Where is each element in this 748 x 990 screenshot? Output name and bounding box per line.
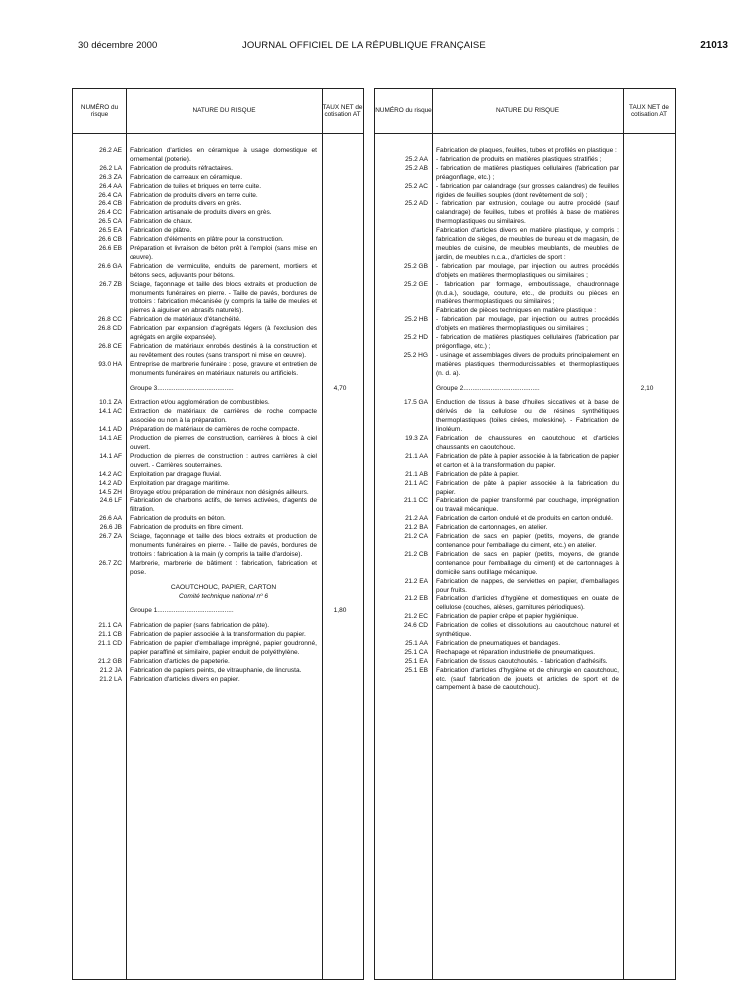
risk-code: 25.2 AD	[404, 200, 428, 208]
risk-code: 21.2 GB	[97, 657, 122, 665]
rate-value	[320, 281, 360, 317]
table-row	[73, 667, 363, 676]
risk-description: Sciage, façonnage et taille des blocs extraits et production de monuments funéraires en pierre. - Taille de pavés, bordures de trottoirs : fabrication mécanisée (y compris la taille de meules et pierres à aiguiser en abrasifs naturels).	[130, 280, 317, 315]
table-row	[73, 361, 363, 379]
table-row	[375, 595, 675, 613]
risk-description: - fabrication par extrusion, coulage ou autre procédé (sauf calandrage) de feuilles, tubes et profilés à base de matières thermoplastiques ou similaires.	[436, 200, 619, 226]
rate-value	[320, 165, 360, 174]
risk-code: 21.2 EC	[404, 613, 428, 621]
risk-code: 21.2 EB	[404, 595, 428, 603]
table-row	[375, 281, 675, 308]
risk-description: Fabrication d'articles d'hygiène et domestiques en ouate de cellulose (couches, alèses, garnitures périodiques).	[436, 595, 619, 612]
rate-value	[622, 658, 672, 667]
risk-description: Fabrication de carreaux en céramique.	[130, 173, 243, 181]
table-row	[73, 480, 363, 489]
table-row	[375, 227, 675, 263]
rate-value	[622, 613, 672, 622]
risk-code: 21.2 BA	[404, 524, 428, 532]
rate-value	[320, 236, 360, 245]
table-row	[375, 147, 675, 156]
risk-code: 21.1 CA	[98, 622, 122, 630]
risk-description: - fabrication par moulage, par injection ou autres procédés d'objets en matières thermoplastiques ou similaires ;	[436, 262, 619, 279]
rate-value	[320, 593, 360, 602]
risk-code	[375, 307, 432, 316]
risk-code: 21.2 CB	[404, 550, 428, 558]
risk-description: Groupe 3..........................................	[130, 384, 234, 392]
rate-value	[320, 584, 360, 593]
risk-description: Entreprise de marbrerie funéraire : pose, gravure et entretien de monuments funéraires en matériaux naturels ou artificiels.	[130, 360, 317, 377]
rate-value	[622, 622, 672, 640]
risk-description: Fabrication de carton ondulé et de produits en carton ondulé.	[436, 515, 613, 523]
table-row	[73, 497, 363, 515]
risk-code: 26.6 EB	[98, 244, 122, 252]
risk-description: Fabrication de pâte à papier associée à la fabrication du papier.	[436, 479, 619, 496]
table-row	[73, 218, 363, 227]
rate-value	[320, 192, 360, 201]
risk-description: Fabrication artisanale de produits divers en grès.	[130, 209, 272, 217]
risk-description: - fabrication par calandrage (sur grosses calandres) de feuilles rigides de feuilles souples (dont revêtement de sol) ;	[436, 182, 619, 199]
table-row	[73, 209, 363, 218]
risk-description: Fabrication de chaussures en caoutchouc et d'articles chaussants en caoutchouc.	[436, 435, 619, 451]
journal-title: JOURNAL OFFICIEL DE LA RÉPUBLIQUE FRANÇAISE	[242, 40, 486, 51]
risk-code	[375, 147, 432, 156]
rate-value	[622, 281, 672, 308]
risk-description: Fabrication par expansion d'agrégats légers (à l'exclusion des agrégats en argile expansée).	[130, 325, 317, 342]
table-row	[375, 497, 675, 515]
rate-value	[320, 399, 360, 408]
col-header-code: NUMÉRO du risque	[80, 103, 119, 118]
rate-value	[320, 658, 360, 667]
risk-code: 26.6 CB	[98, 236, 122, 244]
rate-value	[622, 200, 672, 227]
risk-code	[73, 593, 126, 602]
table-row	[73, 607, 363, 616]
risk-code: 21.1 AA	[405, 452, 428, 460]
table-row	[375, 515, 675, 524]
risk-code: 26.5 CA	[98, 218, 122, 226]
rate-value	[320, 435, 360, 453]
rate-value	[320, 471, 360, 480]
table-row	[375, 200, 675, 227]
risk-code: 21.1 CB	[98, 631, 122, 639]
rate-value	[320, 622, 360, 631]
risk-code: 21.2 EA	[404, 577, 428, 585]
table-row	[73, 343, 363, 361]
risk-description: Fabrication d'articles de papeterie.	[130, 657, 230, 665]
rate-value	[622, 515, 672, 524]
rate-value	[320, 408, 360, 426]
rate-value	[320, 325, 360, 343]
risk-code: 93.0 HA	[98, 360, 122, 368]
rate-value	[320, 316, 360, 325]
risk-description: Préparation de matériaux de carrières de roche compacte.	[130, 426, 300, 434]
risk-description: Fabrication de produits divers en grès.	[130, 200, 242, 208]
risk-description: Fabrication de papier transformé par couchage, imprégnation ou travail mécanique.	[436, 497, 619, 514]
rate-value: 4,70	[333, 384, 347, 392]
risk-code: 25.1 CA	[404, 648, 428, 656]
risk-description: Fabrication de plaques, feuilles, tubes et profilés en plastique :	[436, 147, 617, 154]
table-row	[375, 334, 675, 352]
risk-code: 25.2 AA	[405, 155, 428, 163]
risk-code: 25.1 AA	[405, 639, 428, 647]
rate-value	[622, 640, 672, 649]
risk-description: Fabrication de papier associée à la transformation du papier.	[130, 631, 306, 639]
risk-description: Fabrication de sacs en papier (petits, moyens, de grande contenance pour l'emballage du ciment) et de cartonnages à domicile sans outillage mécanique.	[436, 550, 619, 576]
table-row	[73, 281, 363, 317]
table-row	[73, 399, 363, 408]
risk-description: Fabrication d'articles divers en papier.	[130, 675, 240, 683]
rate-value	[622, 147, 672, 156]
risk-description: Fabrication de nappes, de serviettes en papier, d'emballages pour fruits.	[436, 577, 619, 594]
risk-code: 21.1 CD	[97, 640, 122, 648]
risk-code	[73, 607, 126, 616]
table-row	[73, 676, 363, 685]
risk-code: 25.2 GE	[403, 280, 428, 288]
rate-value	[622, 453, 672, 471]
rate-value	[320, 676, 360, 685]
rate-value	[320, 480, 360, 489]
risk-description: Fabrication d'éléments en plâtre pour la construction.	[130, 236, 284, 244]
risk-code: 26.4 CB	[98, 200, 122, 208]
risk-code: 14.5 ZH	[98, 488, 122, 496]
risk-code: 25.1 EB	[404, 666, 428, 674]
risk-description: Fabrication de tuiles et briques en terre cuite.	[130, 182, 262, 190]
table-row	[375, 649, 675, 658]
risk-description: Fabrication de cartonnages, en atelier.	[436, 524, 548, 532]
rate-value	[622, 399, 672, 435]
risk-description: Fabrication d'articles d'hygiène et de chirurgie en caoutchouc, etc. (sauf fabrication de jouets et articles de sport et de campement à base de caoutchouc).	[436, 666, 619, 692]
risk-code: 21.1 AC	[404, 479, 428, 487]
table-row	[375, 658, 675, 667]
rate-value	[320, 218, 360, 227]
risk-description: Extraction de matériaux de carrières de roche compacte associée ou non à la préparation.	[130, 408, 317, 425]
col-header-rate: TAUX NET de cotisation AT	[629, 103, 669, 118]
rate-value	[320, 640, 360, 658]
table-row	[73, 658, 363, 667]
rate-value	[320, 515, 360, 524]
table-row	[73, 515, 363, 524]
risk-code	[375, 227, 432, 263]
table-row	[73, 236, 363, 245]
risk-code: 21.2 AA	[405, 515, 428, 523]
table-row	[73, 622, 363, 631]
page-number: 21013	[700, 40, 728, 51]
risk-description: Fabrication de matériaux enrobés destinés à la construction et au revêtement des routes (sans transport ni mise en œuvre).	[130, 342, 317, 359]
rate-value	[622, 471, 672, 480]
rate-value	[622, 649, 672, 658]
table-row	[375, 667, 675, 694]
rate-value	[320, 174, 360, 183]
risk-code	[375, 385, 432, 394]
table-row	[73, 560, 363, 578]
risk-code: 25.2 HG	[403, 351, 428, 359]
rate-value	[622, 497, 672, 515]
risk-code: 26.7 ZB	[99, 280, 122, 288]
risk-description: Enduction de tissus à base d'huiles siccatives et à base de dérivés de la cellulose ou de résines synthétiques thermoplastiques (toiles cirées, moleskine). - Fabrication de linoléum.	[436, 399, 619, 434]
risk-description: - fabrication de matières plastiques cellulaires (fabrication par préagonflage, etc.) ;	[436, 164, 619, 181]
right-risk-table	[374, 88, 676, 980]
rate-value	[320, 560, 360, 578]
risk-code: 14.1 AF	[99, 452, 122, 460]
table-row	[375, 471, 675, 480]
table-row	[73, 200, 363, 209]
rate-value	[320, 263, 360, 281]
table-row	[73, 325, 363, 343]
table-row	[73, 524, 363, 533]
risk-code: 25.2 HD	[403, 334, 428, 342]
rate-value	[622, 551, 672, 578]
rate-value	[320, 200, 360, 209]
rate-value	[622, 533, 672, 551]
left-table-body	[73, 147, 363, 685]
risk-code: 24.6 LF	[99, 497, 122, 505]
risk-description: Production de pierres de construction : autres carrières à ciel ouvert. - Carrières souterraines.	[130, 452, 317, 469]
rate-value: 2,10	[640, 384, 654, 392]
left-risk-table	[72, 88, 364, 980]
table-row	[375, 165, 675, 183]
risk-code: 17.5 GA	[403, 399, 428, 407]
table-row	[375, 263, 675, 281]
rate-value	[622, 183, 672, 201]
risk-code: 26.2 AE	[99, 147, 122, 154]
risk-code: 14.1 AC	[98, 408, 122, 416]
risk-description: Fabrication de pâte à papier associée à la fabrication de papier et carton et à la transformation du papier.	[436, 452, 619, 469]
risk-code: 26.7 ZC	[98, 559, 122, 567]
risk-code	[73, 385, 126, 394]
rate-value	[320, 361, 360, 379]
table-row	[375, 183, 675, 201]
rate-value	[320, 227, 360, 236]
table-row	[375, 533, 675, 551]
risk-code: 21.1 CC	[403, 497, 428, 505]
risk-description: Fabrication de chaux.	[130, 218, 193, 226]
risk-code: 21.1 AB	[405, 470, 428, 478]
header-rule	[73, 133, 363, 134]
table-row	[375, 480, 675, 498]
table-row	[73, 631, 363, 640]
col-header-code: NUMÉRO du risque	[375, 107, 432, 115]
rate-value	[622, 524, 672, 533]
risk-code: 25.2 AB	[405, 164, 428, 172]
header-date: 30 décembre 2000	[78, 40, 158, 51]
table-row	[73, 263, 363, 281]
table-row	[73, 593, 363, 602]
table-row	[375, 622, 675, 640]
risk-code: 26.4 CC	[97, 209, 122, 217]
table-row	[73, 316, 363, 325]
table-row	[73, 584, 363, 593]
table-row	[73, 385, 363, 394]
rate-value	[622, 165, 672, 183]
table-row	[73, 435, 363, 453]
table-row	[375, 399, 675, 435]
risk-code: 26.8 CE	[98, 342, 122, 350]
table-row	[73, 183, 363, 192]
risk-code: 24.6 CD	[403, 622, 428, 630]
table-row	[375, 524, 675, 533]
rate-value	[320, 245, 360, 263]
risk-code: 14.2 AC	[98, 470, 122, 478]
risk-description: Sciage, façonnage et taille des blocs extraits et production de monuments funéraires en pierre. - Taille de pavés, bordures de trottoirs : fabrication à la main (y compris la taille d'ardoise).	[130, 533, 317, 558]
table-row	[73, 489, 363, 498]
risk-description: Fabrication de produits en fibre ciment.	[130, 524, 244, 532]
risk-description: - fabrication de matières plastiques cellulaires (fabrication par prégonflage, etc.) ;	[436, 334, 619, 350]
risk-code	[73, 584, 126, 593]
risk-code: 25.1 EA	[404, 657, 428, 665]
table-row	[375, 156, 675, 165]
table-row	[375, 640, 675, 649]
rate-value	[622, 352, 672, 379]
risk-code: 25.2 HB	[404, 316, 428, 324]
risk-code: 26.4 AA	[99, 182, 122, 190]
risk-code: 26.8 CC	[97, 316, 122, 324]
risk-description: Fabrication de papier (sans fabrication de pâte).	[130, 622, 270, 630]
rate-value	[320, 426, 360, 435]
rate-value	[622, 667, 672, 694]
risk-description: Exploitation par dragage maritime.	[130, 479, 230, 487]
risk-code: 21.2 LA	[99, 675, 122, 683]
rate-value	[320, 497, 360, 515]
risk-description: Exploitation par dragage fluvial.	[130, 470, 222, 478]
risk-description: Groupe 2..........................................	[436, 384, 540, 392]
rate-value	[622, 578, 672, 596]
rate-value	[320, 209, 360, 218]
risk-code: 26.8 CD	[97, 325, 122, 333]
risk-code: 21.2 CA	[404, 533, 428, 541]
risk-code: 25.2 GB	[403, 262, 428, 270]
risk-code: 26.5 EA	[98, 227, 122, 235]
rate-value	[622, 307, 672, 316]
rate-value	[320, 183, 360, 192]
table-row	[73, 227, 363, 236]
right-table-body	[375, 147, 675, 693]
risk-code: 14.1 AE	[99, 435, 122, 443]
rate-value	[622, 156, 672, 165]
risk-description: Fabrication de produits divers en terre cuite.	[130, 191, 258, 199]
table-row	[375, 453, 675, 471]
risk-description: Fabrication de sacs en papier (petits, moyens, de grande contenance pour l'emballage du ciment, etc.) en atelier.	[436, 533, 619, 549]
risk-description: Fabrication de produits réfractaires.	[130, 164, 233, 172]
risk-description: - fabrication par formage, emboutissage, chaudronnage (n.d.a.), soudage, couture, etc., de produits ou pièces en matières thermoplastiques ou similaires ;	[436, 280, 619, 306]
table-row	[375, 316, 675, 334]
risk-description: Préparation et livraison de béton prêt à l'emploi (sans mise en œuvre).	[130, 244, 317, 261]
rate-value: 1,80	[333, 607, 347, 615]
table-row	[73, 192, 363, 201]
rate-value	[320, 631, 360, 640]
risk-description: Fabrication de vermiculite, enduits de parement, mortiers et bétons secs, adjuvants pour bétons.	[130, 262, 317, 279]
rate-value	[320, 147, 360, 165]
table-row	[73, 147, 363, 165]
table-row	[73, 453, 363, 471]
risk-code: 21.2 JA	[99, 666, 122, 674]
rate-value	[622, 316, 672, 334]
risk-code: 26.6 JB	[99, 524, 122, 532]
risk-description: Broyage et/ou préparation de minéraux non désignés ailleurs.	[130, 488, 309, 496]
table-row	[73, 471, 363, 480]
rate-value	[320, 489, 360, 498]
rate-value	[320, 343, 360, 361]
rate-value	[622, 334, 672, 352]
risk-description: Fabrication de papier crêpe et papier hygiénique.	[436, 613, 579, 621]
risk-code: 26.6 GA	[97, 262, 122, 270]
risk-code: 14.2 AD	[98, 479, 122, 487]
risk-code: 26.3 ZA	[99, 173, 122, 181]
table-row	[73, 640, 363, 658]
rate-value	[622, 227, 672, 263]
table-row	[73, 174, 363, 183]
rate-value	[320, 533, 360, 560]
table-row	[375, 435, 675, 453]
risk-description: - usinage et assemblages divers de produits principalement en matières plastiques thermodurcissables et thermoplastiques (n. d. a).	[436, 351, 619, 377]
risk-description: Fabrication de plâtre.	[130, 227, 192, 235]
col-header-nature: NATURE DU RISQUE	[192, 107, 256, 115]
risk-code: 26.6 AA	[99, 515, 122, 523]
table-row	[375, 551, 675, 578]
rate-value	[622, 480, 672, 498]
table-row	[73, 426, 363, 435]
risk-description: Fabrication de papiers peints, de vitrauphanie, de lincrusta.	[130, 666, 302, 674]
risk-code: 26.7 ZA	[99, 533, 122, 541]
risk-description: Extraction et/ou agglomération de combustibles.	[130, 399, 270, 407]
risk-code: 25.2 AC	[404, 182, 428, 190]
col-header-rate: TAUX NET de cotisation AT	[322, 103, 363, 118]
risk-description: Fabrication de papier d'emballage imprégné, papier goudronné, papier paraffiné et similaire, papier enduit de polyéthylène.	[130, 640, 317, 657]
table-row	[375, 385, 675, 394]
table-row	[375, 578, 675, 596]
risk-code: 14.1 AD	[98, 426, 122, 434]
rate-value	[320, 453, 360, 471]
rate-value	[622, 263, 672, 281]
rate-value	[320, 667, 360, 676]
header-rule	[375, 133, 675, 134]
risk-description: Fabrication de pièces techniques en matière plastique :	[436, 307, 597, 315]
col-header-nature: NATURE DU RISQUE	[495, 107, 560, 115]
risk-description: Marbrerie, marbrerie de bâtiment : fabrication, fabrication et pose.	[130, 559, 317, 576]
risk-description: Fabrication de produits en béton.	[130, 515, 226, 523]
risk-description: Fabrication de tissus caoutchoutés. - fabrication d'adhésifs.	[436, 657, 608, 665]
risk-code: 26.2 LA	[99, 164, 122, 172]
risk-code: 19.3 ZA	[405, 435, 428, 443]
risk-description: Comité technique national nº 6	[178, 592, 268, 600]
risk-description: - fabrication de produits en matières plastiques stratifiés ;	[436, 155, 602, 163]
rate-value	[320, 524, 360, 533]
rate-value	[622, 595, 672, 613]
risk-description: Fabrication d'articles divers en matière plastique, y compris : fabrication de sièges, de meubles de bureau et de magasin, de meubles de cuisine, de meubles meublants, de meubles de jardin, de meubles n.c.a., d'articles de sport :	[436, 227, 619, 261]
table-row	[375, 352, 675, 379]
risk-description: Fabrication d'articles en céramique à usage domestique et ornemental (poterie).	[130, 147, 317, 163]
table-row	[375, 613, 675, 622]
risk-description: CAOUTCHOUC, PAPIER, CARTON	[170, 583, 277, 591]
risk-code: 10.1 ZA	[99, 399, 122, 407]
table-row	[73, 408, 363, 426]
risk-description: Rechapage et réparation industrielle de pneumatiques.	[436, 648, 596, 656]
risk-description: Fabrication de charbons actifs, de terres activées, d'agents de filtration.	[130, 497, 317, 514]
table-row	[73, 533, 363, 560]
risk-description: - fabrication par moulage, par injection ou autres procédés d'objets en matières thermoplastiques ou similaires ;	[436, 316, 619, 333]
risk-description: Groupe 1..........................................	[130, 607, 234, 615]
table-row	[375, 307, 675, 316]
risk-description: Fabrication de colles et dissolutions au caoutchouc naturel et synthétique.	[436, 622, 619, 639]
table-row	[73, 165, 363, 174]
risk-description: Production de pierres de construction, carrières à blocs à ciel ouvert.	[130, 435, 317, 451]
risk-description: Fabrication de pneumatiques et bandages.	[436, 639, 561, 647]
risk-description: Fabrication de pâte à papier.	[436, 470, 519, 478]
risk-code: 26.4 CA	[98, 191, 122, 199]
risk-description: Fabrication de matériaux d'étanchéité.	[130, 316, 241, 324]
table-row	[73, 245, 363, 263]
rate-value	[622, 435, 672, 453]
